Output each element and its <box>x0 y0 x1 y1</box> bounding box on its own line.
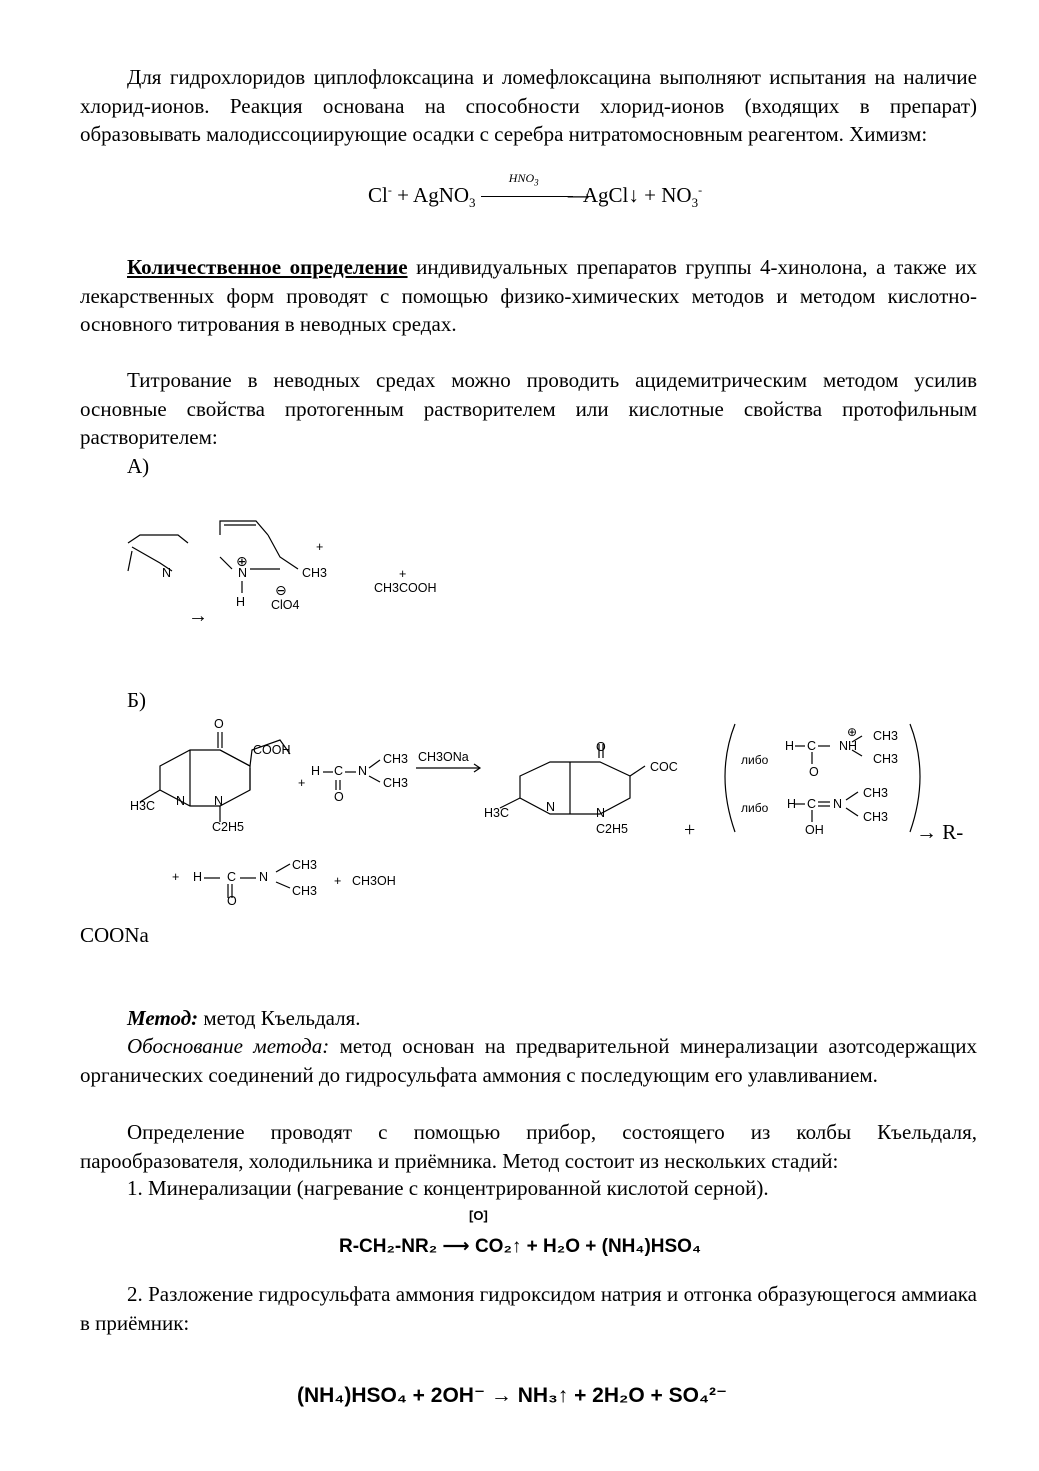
scheme-b-plus-1: + <box>298 776 306 790</box>
step-1: 1. Минерализации (нагревание с концентрированной кислотой серной). <box>127 1176 769 1200</box>
scheme-b-ch3-3: CH3 <box>873 729 899 743</box>
scheme-a-structures <box>120 515 380 615</box>
scheme-b-cooh: COOH <box>253 743 291 757</box>
scheme-b-n-4: N <box>546 800 556 814</box>
step-2: 2. Разложение гидросульфата аммония гидроксидом натрия и отгонка образующегося аммиака в приёмник: <box>80 1282 977 1335</box>
scheme-a-clo4: ClO4 <box>271 598 300 612</box>
label-a: А) <box>127 454 150 478</box>
scheme-b-ch3-8: CH3 <box>292 884 318 898</box>
scheme-b-o-3: O <box>596 740 606 754</box>
scheme-b-c-2: C <box>807 739 817 753</box>
scheme-b-reagent: CH3ONa <box>418 750 469 764</box>
scheme-b-h-1: H <box>311 764 321 778</box>
scheme-b-ch3-4: CH3 <box>873 752 899 766</box>
scheme-b-n-1: N <box>176 794 186 808</box>
scheme-a-plus-2: + <box>399 567 407 581</box>
scheme-b-libo-1: либо <box>741 753 769 767</box>
equation-ammonia: (NH₄)HSO₄ + 2OH⁻ → NH₃↑ + 2H₂O + SO₄²⁻ <box>297 1384 728 1407</box>
reaction-arrow: $HNO_3$ ⟶ <box>481 187 579 207</box>
scheme-b-coona: COONa <box>80 923 149 947</box>
scheme-b-h-2: H <box>785 739 795 753</box>
paragraph-titration: Титрование в неводных средах можно проводить ацидемитрическим методом усилив основные свойства протогенным растворителем или кислотные свойства протофильным растворителем: <box>80 368 977 449</box>
paragraph-apparatus: Определение проводят с помощью прибор, состоящего из колбы Къельдаля, парообразователя, холодильника и приёмника. Метод состоит из нескольких стадий: <box>80 1120 977 1173</box>
paragraph-basis: Обоснование метода: метод основан на предварительной минерализации азотсодержащих органических соединений до гидросульфата аммония с последующим его улавливанием. <box>80 1034 977 1087</box>
equation-chloride: Cl- + AgNO$_3$ $HNO_3$ ⟶ AgCl↓ + $NO_3^-$ <box>368 171 703 211</box>
scheme-b-coc: COC <box>650 760 678 774</box>
scheme-b-h3c-2: H3C <box>484 806 510 820</box>
scheme-b-n-3: N <box>358 764 368 778</box>
scheme-b-plus-3: + <box>172 870 180 884</box>
scheme-b-plus-4: + <box>334 874 342 888</box>
scheme-b-o-2: O <box>334 790 344 804</box>
scheme-a-arrow: → <box>188 605 208 627</box>
scheme-b-n-5: N <box>596 806 606 820</box>
scheme-b-nh: NH <box>839 739 858 753</box>
scheme-b-ch3-7: CH3 <box>292 858 318 872</box>
charge-minus-icon: ⊖ <box>275 582 287 598</box>
charge-plus-icon-2: ⊕ <box>847 725 858 739</box>
scheme-b-n-7: N <box>259 870 269 884</box>
scheme-a-h: H <box>236 595 246 609</box>
scheme-b-c-4: C <box>227 870 237 884</box>
scheme-b-c2h5-2: C2H5 <box>596 822 628 836</box>
scheme-b-o-5: O <box>227 894 237 908</box>
scheme-b-ch3-2: CH3 <box>383 776 409 790</box>
scheme-b-c2h5-1: C2H5 <box>212 820 244 834</box>
scheme-b-libo-2: либо <box>741 801 769 815</box>
scheme-b-oh: OH <box>805 823 824 837</box>
scheme-b-n-2: N <box>214 794 224 808</box>
charge-plus-icon: ⊕ <box>236 553 248 569</box>
scheme-a-ch3: CH3 <box>302 566 328 580</box>
scheme-b-ch3-5: CH3 <box>863 786 889 800</box>
scheme-a-n: N <box>162 566 172 580</box>
method-line: Метод: метод Къельдаля. <box>127 1006 361 1030</box>
scheme-b-arrow-r: → R- <box>916 820 964 844</box>
equation-mineralization: R-CH₂-NR₂ ⟶ CO₂↑ + H₂O + (NH₄)HSO₄ <box>339 1236 702 1257</box>
equation-1-condition: [O] <box>469 1208 488 1223</box>
scheme-b-c-1: C <box>334 764 344 778</box>
label-b: Б) <box>127 688 147 712</box>
scheme-b-h-3: H <box>787 797 797 811</box>
scheme-b-plus-2: + <box>684 819 696 841</box>
paragraph-chloride-test: Для гидрохлоридов циплофлоксацина и ломефлоксацина выполняют испытания на наличие хлорид-ионов. Реакция основана на способности хлорид-ионов (входящих в препарат) образовывать малодиссоциирующие осадки с серебра нитратомосновным реагентом. Химизм: <box>80 65 977 146</box>
scheme-a-plus-1: + <box>316 540 324 554</box>
scheme-b-h-4: H <box>193 870 203 884</box>
scheme-b-ch3-1: CH3 <box>383 752 409 766</box>
scheme-b-o-4: O <box>809 765 819 779</box>
scheme-a-n-plus: N <box>238 566 248 580</box>
heading-quantitative: Количественное определение <box>127 255 408 279</box>
scheme-b-ch3-6: CH3 <box>863 810 889 824</box>
scheme-b-h3c-1: H3C <box>130 799 156 813</box>
paragraph-quantitative: Количественное определение индивидуальных препаратов группы 4-хинолона, а также их лекарственных форм проводят с помощью физико-химических методов и методом кислотно-основного титрования в неводных средах. <box>80 255 977 336</box>
scheme-b-n-6: N <box>833 797 843 811</box>
scheme-b-ch3oh: CH3OH <box>352 874 396 888</box>
scheme-b-c-3: C <box>807 797 817 811</box>
scheme-a-acid: CH3COOH <box>374 581 437 595</box>
scheme-b-o-1: O <box>214 717 224 731</box>
